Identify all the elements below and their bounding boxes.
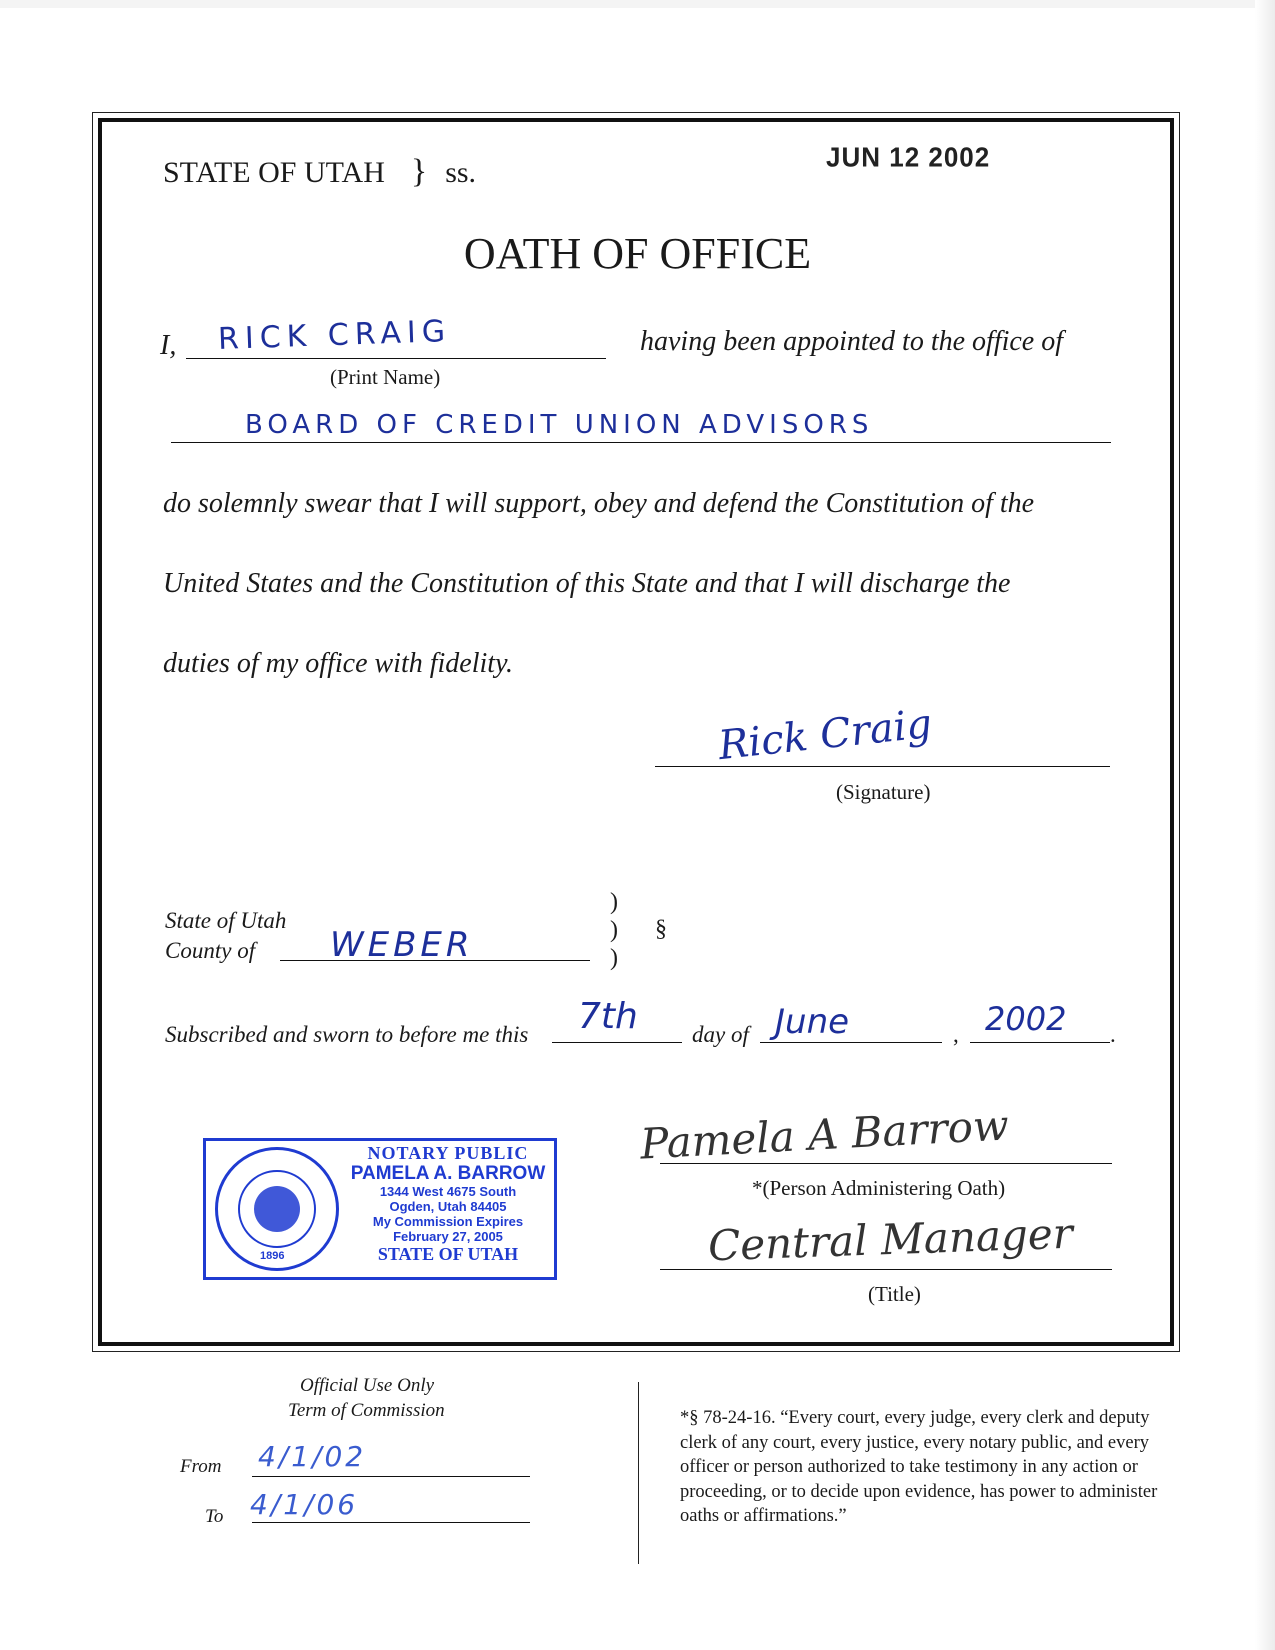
state-header <box>163 153 476 191</box>
notary-stamp <box>203 1138 557 1280</box>
notary-line-7: STATE OF UTAH <box>377 1244 519 1264</box>
to-line <box>252 1522 530 1523</box>
section-mark: § <box>655 916 667 942</box>
page-title: OATH OF OFFICE <box>463 229 812 278</box>
print-name-label: (Print Name) <box>330 365 441 389</box>
statute-text: *§ 78-24-16. “Every court, every judge, every clerk and deputy clerk of any court, every justice, every notary public, and every officer or person authorized to take testimony in any action or proceeding, or to decide upon evidence, has power to administer oaths or affirmations.” <box>680 1408 1158 1526</box>
name-handwritten: RICK CRAIG <box>217 313 452 358</box>
notary-line-6: February 27, 2005 <box>393 1229 503 1244</box>
to-handwritten: 4/1/06 <box>250 1488 359 1521</box>
paren-2: ) <box>610 917 618 943</box>
office-line <box>171 442 1111 443</box>
notary-line-4: Ogden, Utah 84405 <box>389 1199 507 1214</box>
day-handwritten: 7th <box>578 996 638 1037</box>
day-of-label: day of <box>692 1022 749 1047</box>
paren-3: ) <box>610 945 618 971</box>
year-handwritten: 2002 <box>985 1000 1067 1038</box>
seal-emblem-icon <box>254 1186 300 1232</box>
jurat-parens <box>610 888 618 972</box>
official-use-heading: Official Use Only <box>300 1375 435 1396</box>
from-label: From <box>180 1456 222 1477</box>
from-line <box>252 1476 530 1477</box>
brace: } <box>410 153 428 190</box>
notary-line-2: PAMELA A. BARROW <box>350 1163 546 1184</box>
oath-paragraph-3: duties of my office with fidelity. <box>163 648 513 679</box>
to-label: To <box>205 1506 224 1527</box>
term-of-commission: Term of Commission <box>288 1400 445 1421</box>
sworn-text: Subscribed and sworn to before me this <box>165 1022 529 1047</box>
title-label: (Title) <box>868 1282 921 1306</box>
seal-year: 1896 <box>260 1250 285 1262</box>
seal-inner-ring <box>238 1170 316 1248</box>
signature-handwritten: Rick Craig <box>716 700 935 770</box>
received-date-stamp: JUN 12 2002 <box>826 141 991 173</box>
signature-label: (Signature) <box>836 780 931 804</box>
scan-edge-top <box>0 0 1275 8</box>
paren-1: ) <box>610 889 618 915</box>
day-line <box>552 1042 682 1043</box>
from-handwritten: 4/1/02 <box>258 1440 367 1473</box>
oath-paragraph-1: do solemnly swear that I will support, obey and defend the Constitution of the <box>163 488 1035 519</box>
county-handwritten: WEBER <box>330 925 474 965</box>
oath-paragraph-2: United States and the Constitution of this State and that I will discharge the <box>163 568 1011 599</box>
notary-stamp-text <box>342 1143 554 1264</box>
notary-line-1: NOTARY PUBLIC <box>367 1143 529 1163</box>
state-seal-icon <box>215 1147 339 1271</box>
appointed-text: having been appointed to the office of <box>640 326 1064 357</box>
ss-label: ss. <box>445 156 477 189</box>
jurat-county-label: County of <box>165 938 256 963</box>
administrator-signature: Pamela A Barrow <box>638 1100 1010 1169</box>
date-comma: , <box>953 1022 959 1047</box>
administrator-label: *(Person Administering Oath) <box>752 1176 1006 1200</box>
oath-prefix: I, <box>160 330 177 361</box>
office-handwritten: BOARD OF CREDIT UNION ADVISORS <box>245 410 874 440</box>
month-handwritten: June <box>775 1002 850 1042</box>
name-line <box>186 358 606 359</box>
month-line <box>760 1042 942 1043</box>
notary-line-3: 1344 West 4675 South <box>379 1184 517 1199</box>
notary-line-5: My Commission Expires <box>372 1214 524 1229</box>
state-name: STATE OF UTAH <box>163 156 385 189</box>
title-handwritten: Central Manager <box>707 1208 1074 1271</box>
vertical-divider <box>638 1382 639 1564</box>
jurat-state-label: State of Utah <box>165 908 287 933</box>
year-line <box>970 1042 1110 1043</box>
date-period: . <box>1110 1022 1116 1047</box>
